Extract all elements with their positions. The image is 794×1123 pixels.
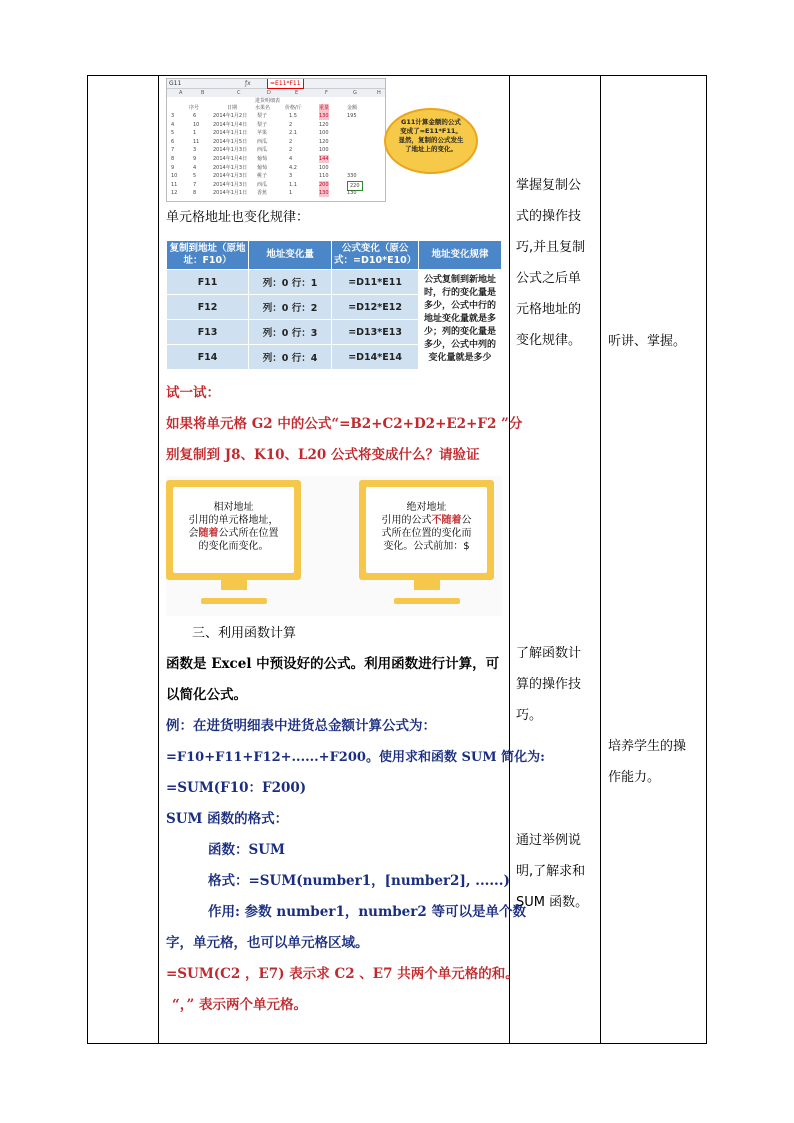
sum-example-1: =SUM(C2 ，E7) 表示求 C2 、E7 共两个单元格的和。 (166, 966, 519, 982)
sheet-cell: 10 (193, 121, 200, 128)
sheet-cell: 8 (193, 190, 197, 197)
sheet-cell: 梨子 (257, 113, 268, 119)
hdr-no: 序号 (189, 105, 200, 111)
rule-formula: =D14*E14 (332, 345, 419, 370)
col-b: B (201, 90, 205, 96)
callout-text: G11计算金额的公式变成了=E11*F11。显然，复制的公式发生了地址上的变化。 (398, 118, 464, 153)
fx-icon: ƒx (245, 80, 251, 87)
goal-1-line: 掌握复制公 (516, 178, 582, 193)
sheet-cell: 7 (171, 147, 175, 154)
relative-address-line-2: 会随着公式所在位置 (188, 528, 279, 539)
sheet-cell: 120 (319, 121, 329, 128)
col-a: A (179, 90, 183, 96)
sheet-cell: 330 (347, 173, 357, 180)
goal-1-line: 元格地址的 (516, 302, 582, 317)
sheet-cell: 100 (319, 130, 329, 137)
sheet-row (167, 181, 385, 189)
sum-function-name: 函数：SUM (208, 842, 285, 858)
sheet-cell: 西瓜 (257, 181, 268, 188)
sheet-cell: 2014年1月3日 (213, 181, 248, 188)
relative-address-monitor (166, 480, 301, 580)
sum-usage-1: 作用: 参数 number1，number2 等可以是单个数 (208, 904, 526, 920)
intro-text: 单元格地址也变化规律： (166, 210, 310, 225)
sheet-cell: 3 (193, 147, 197, 154)
sheet-cell: 1 (289, 190, 293, 197)
sheet-title: 进货明细表 (255, 98, 281, 104)
absolute-address-line-3: 变化。公式前加：$ (383, 541, 470, 552)
cell-ref: G11 (169, 80, 182, 87)
sheet-cell: 7 (193, 181, 197, 188)
sheet-cell: 100 (319, 164, 329, 171)
sheet-cell: 6 (171, 138, 175, 145)
section-heading: 三、利用函数计算 (192, 626, 297, 641)
rule-addr: F13 (167, 320, 249, 345)
monitor-base (201, 598, 267, 604)
sheet-cell: 12 (171, 190, 178, 197)
rule-delta: 列：0 行：4 (249, 345, 332, 370)
sheet-cell: 1.5 (289, 113, 297, 119)
sheet-cell: 2014年1月3日 (213, 147, 248, 154)
col-c: C (237, 90, 241, 96)
sheet-cell: 2 (289, 121, 293, 128)
goal-1 (516, 170, 602, 356)
sheet-cell: 2014年1月4日 (213, 156, 248, 162)
address-rule-table (166, 240, 502, 370)
example-line-3: =SUM(F10：F200) (166, 780, 307, 796)
col-d: D (267, 90, 271, 96)
sheet-cell: 2014年1月1日 (213, 190, 248, 197)
sheet-cell: 4 (193, 164, 197, 171)
rule-table-header (167, 241, 502, 270)
goal-1-line: 变化规律。 (516, 333, 582, 348)
sheet-cell: 3 (171, 113, 175, 119)
sheet-cell: 9 (171, 164, 175, 171)
sheet-cell: 西瓜 (257, 138, 268, 145)
goal-1-line: 式的操作技 (516, 209, 582, 224)
sheet-cell: 195 (347, 113, 357, 119)
goal-2 (516, 638, 602, 731)
sheet-cell: 4.2 (289, 164, 297, 171)
sheet-row (167, 164, 385, 172)
rule-delta: 列：0 行：2 (249, 295, 332, 320)
relative-address-screen (173, 487, 294, 573)
rule-formula: =D12*E12 (332, 295, 419, 320)
absolute-address-line-2: 式所在位置的变化而 (381, 528, 472, 539)
sheet-cell: 130 (319, 190, 329, 197)
table-col-border-2 (158, 75, 159, 1044)
rule-addr: F12 (167, 295, 249, 320)
rule-addr: F11 (167, 270, 249, 295)
goal-1-line: 公式之后单 (516, 271, 582, 286)
table-bottom-border (87, 1043, 707, 1044)
sheet-cell: 2014年1月1日 (213, 130, 248, 137)
sheet-cell: 葡萄 (257, 164, 268, 171)
sum-format: 格式：=SUM(number1，[number2], ......) (208, 873, 510, 889)
rule-header-rule: 地址变化规律 (419, 241, 502, 270)
col-g: G (353, 90, 357, 96)
sheet-cell: 144 (319, 156, 329, 162)
sheet-cell: 苹果 (257, 130, 268, 137)
sum-usage-2: 字，单元格，也可以单元格区域。 (166, 935, 369, 951)
table-col-border-5 (706, 75, 707, 1044)
monitor-stand (221, 580, 247, 590)
table-top-border (87, 75, 707, 76)
sheet-cell: 1 (193, 130, 197, 137)
rule-header-addr: 复制到地址（原地址：F10） (167, 241, 249, 270)
try-line-2: 别复制到 J8、K10、L20 公式将变成什么？请验证 (166, 447, 480, 463)
sheet-cell: 11 (193, 138, 200, 145)
try-title: 试一试： (166, 385, 220, 401)
goal-3-line: 通过举例说 (516, 833, 582, 848)
rule-description: 公式复制到新地址时，行的变化量是多少，公式中行的地址变化量就是多少；列的变化量是多少，公式中列的变化量就是多少 (419, 270, 502, 370)
sheet-cell: 香蕉 (257, 190, 268, 197)
column-headers (167, 89, 385, 97)
callout-bubble (384, 108, 478, 174)
goal-3-line: SUM 函数。 (516, 895, 589, 910)
sheet-header-row (167, 104, 385, 112)
para-2: 以简化公式。 (166, 687, 247, 703)
goal-2-line: 了解函数计 (516, 646, 582, 661)
activity-2-line: 作能力。 (608, 770, 661, 785)
goal-2-line: 算的操作技 (516, 677, 582, 692)
sheet-cell: 5 (171, 130, 175, 137)
hdr-price: 价格/斤 (285, 105, 302, 111)
sheet-cell: 11 (171, 181, 178, 188)
absolute-address-line-1: 引用的公式不随着公 (381, 515, 472, 526)
sheet-row (167, 129, 385, 137)
sheet-row (167, 121, 385, 129)
para-1: 函数是 Excel 中预设好的公式。利用函数进行计算，可 (166, 656, 500, 672)
sheet-cell: 4 (171, 121, 175, 128)
sheet-cell: 6 (193, 113, 197, 119)
sheet-cell: 3 (289, 173, 293, 180)
absolute-address-screen (366, 487, 487, 573)
activity-1: 听讲、掌握。 (608, 334, 687, 349)
sum-example-2: “，” 表示两个单元格。 (172, 997, 307, 1013)
rule-formula: =D13*E13 (332, 320, 419, 345)
formula-bar (167, 79, 385, 89)
sheet-cell: 5 (193, 173, 197, 180)
col-f: F (325, 90, 328, 96)
sheet-row (167, 146, 385, 154)
sheet-cell: 2.1 (289, 130, 297, 137)
sheet-cell: 100 (319, 147, 329, 154)
sheet-cell: 2014年1月4日 (213, 121, 248, 128)
sheet-cell: 1.1 (289, 181, 297, 188)
sheet-row (167, 189, 385, 197)
formula-value: =E11*F11 (267, 78, 304, 89)
sheet-cell: 2014年1月2日 (213, 113, 248, 119)
sheet-cell: 10 (171, 173, 178, 180)
sheet-row (167, 155, 385, 163)
rule-header-formula: 公式变化（原公式：=D10*E10） (332, 241, 419, 270)
relative-address-line-3: 的变化而变化。 (198, 541, 269, 552)
absolute-address-monitor (359, 480, 494, 580)
sheet-cell: 4 (289, 156, 293, 162)
sum-format-title: SUM 函数的格式： (166, 811, 289, 827)
sheet-row (167, 112, 385, 120)
example-line-2: =F10+F11+F12+......+F200。使用求和函数 SUM 简化为: (166, 750, 545, 765)
monitor-base (394, 598, 460, 604)
goal-1-line: 巧,并且复制 (516, 240, 586, 255)
sheet-cell: 葡萄 (257, 156, 268, 162)
sheet-cell: 110 (319, 173, 329, 180)
sheet-row (167, 138, 385, 146)
sheet-cell: 130 (319, 113, 329, 119)
activity-2-line: 培养学生的操 (608, 739, 687, 754)
sheet-cell: 8 (171, 156, 175, 162)
relative-address-title: 相对地址 (213, 502, 254, 513)
hdr-weight: 重量 (319, 105, 330, 111)
activity-2 (608, 731, 708, 793)
spreadsheet-image (166, 78, 386, 202)
sheet-cell: 2 (289, 138, 293, 145)
sheet-cell: 西瓜 (257, 147, 268, 154)
sheet-cell: 梨子 (257, 121, 268, 128)
absolute-address-title: 绝对地址 (406, 502, 447, 513)
sheet-cell: 9 (193, 156, 197, 162)
rule-delta: 列：0 行：3 (249, 320, 332, 345)
example-line-1: 例：在进货明细表中进货总金额计算公式为： (166, 718, 436, 734)
sheet-cell: 130 (347, 190, 357, 197)
sheet-cell: 2014年1月3日 (213, 173, 248, 180)
goal-2-line: 巧。 (516, 708, 543, 723)
goal-3 (516, 825, 602, 918)
hdr-fruit: 水果名 (255, 105, 271, 111)
rule-formula: =D11*E11 (332, 270, 419, 295)
rule-delta: 列：0 行：1 (249, 270, 332, 295)
hdr-date: 日期 (227, 105, 238, 111)
goal-3-line: 明,了解求和 (516, 864, 586, 879)
rule-addr: F14 (167, 345, 249, 370)
try-line-1: 如果将单元格 G2 中的公式“=B2+C2+D2+E2+F2 ”分 (166, 416, 523, 432)
sheet-cell: 220 (347, 181, 363, 191)
sheet-row (167, 172, 385, 180)
rule-header-delta: 地址变化量 (249, 241, 332, 270)
sheet-cell: 120 (319, 138, 329, 145)
monitor-stand (414, 580, 440, 590)
hdr-amount: 金额 (347, 105, 358, 111)
sheet-cell: 200 (319, 181, 329, 188)
relative-address-line-1: 引用的单元格地址， (188, 515, 279, 526)
sheet-cell: 桃子 (257, 173, 268, 180)
table-row (167, 270, 502, 295)
sheet-cell: 2014年1月3日 (213, 164, 248, 171)
col-e: E (295, 90, 299, 96)
sheet-cell: 2014年1月5日 (213, 138, 248, 145)
col-h: H (377, 90, 381, 96)
sheet-cell: 2 (289, 147, 293, 154)
table-col-border-1 (87, 75, 88, 1044)
